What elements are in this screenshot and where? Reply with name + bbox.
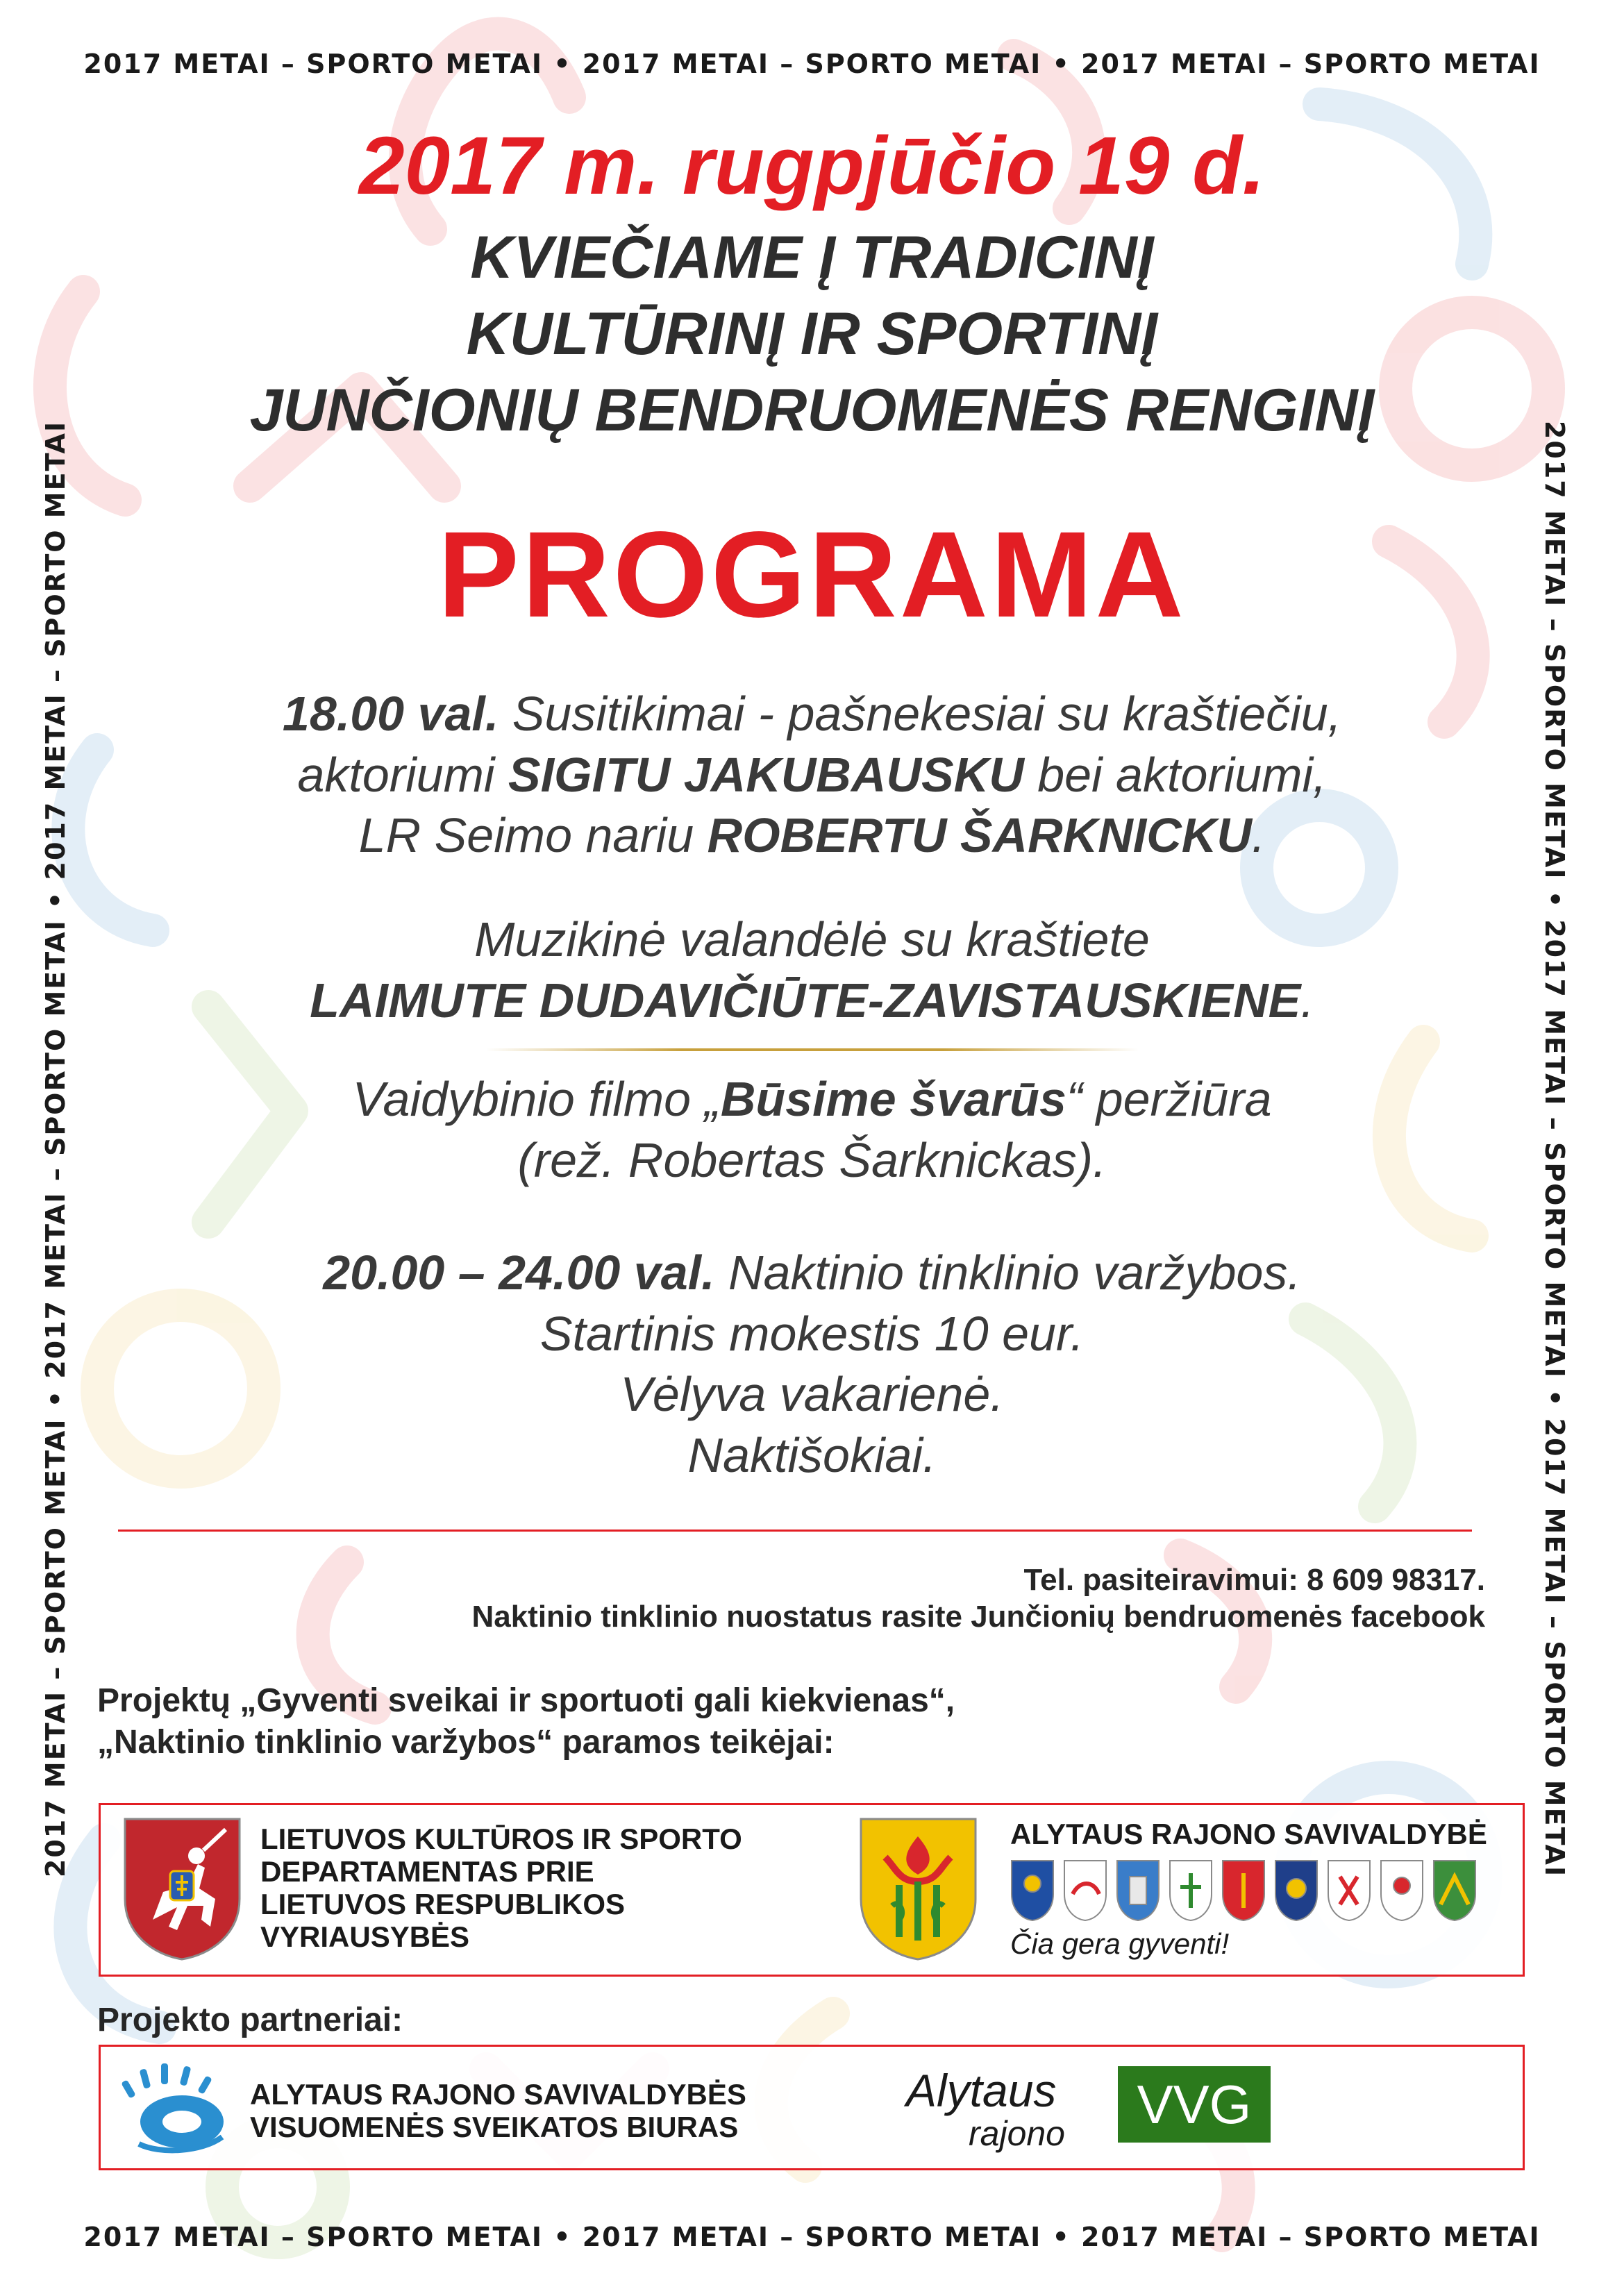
program-text: Naktinio tinklinio varžybos. xyxy=(714,1246,1301,1300)
org-line: VISUOMENĖS SVEIKATOS BIURAS xyxy=(250,2111,739,2144)
contact-info xyxy=(471,1562,1485,1636)
program-text: Vėlyva vakarienė. xyxy=(620,1367,1004,1421)
program-time-1: 18.00 val. xyxy=(282,687,499,741)
invite-line-1: KVIEČIAME Į TRADICINĮ xyxy=(470,224,1154,291)
program-text: Startinis mokestis 10 eur. xyxy=(539,1306,1085,1361)
guest-name-2: ROBERTU ŠARKNICKU xyxy=(707,808,1252,862)
program-text: bei aktoriumi, xyxy=(1023,747,1327,802)
org-line: ALYTAUS RAJONO SAVIVALDYBĖS xyxy=(250,2078,746,2111)
program-text: aktoriumi xyxy=(297,747,508,802)
divider xyxy=(118,1530,1472,1532)
border-left-text: 2017 METAI – SPORTO METAI • 2017 METAI – SPORTO METAI • 2017 METAI – SPORTO METAI xyxy=(40,420,71,1878)
program-text: Naktišokiai. xyxy=(687,1427,937,1482)
org-text-2: ALYTAUS RAJONO SAVIVALDYBĖ xyxy=(1010,1818,1487,1850)
program-text: Susitikimai - pašnekesiai su kraštiečiu, xyxy=(499,687,1342,741)
municipality-crests-icon xyxy=(1010,1859,1489,1922)
program-text: (rež. Robertas Šarknickas). xyxy=(517,1132,1107,1187)
film-title: Būsime švarūs xyxy=(720,1072,1066,1126)
partners-heading: Projekto partneriai: xyxy=(97,2002,403,2038)
support-line: „Naktinio tinklinio varžybos“ paramos teikėjai: xyxy=(97,1724,835,1761)
org-line: LIETUVOS RESPUBLIKOS xyxy=(260,1888,626,1921)
border-right-text: 2017 METAI – SPORTO METAI • 2017 METAI – SPORTO METAI • 2017 METAI – SPORTO METAI xyxy=(1539,420,1570,1878)
program-item-1 xyxy=(104,684,1520,866)
program-item-4 xyxy=(104,1243,1520,1486)
program-item-2 xyxy=(104,910,1520,1031)
invite-line-3: JUNČIONIŲ BENDRUOMENĖS RENGINĮ xyxy=(249,377,1375,444)
program-time-2: 20.00 – 24.00 val. xyxy=(323,1246,715,1300)
org-line: VYRIAUSYBĖS xyxy=(260,1920,470,1954)
vvg-logo: VVG xyxy=(1118,2066,1271,2143)
guest-name-1: SIGITU JAKUBAUSKU xyxy=(508,747,1024,802)
border-top-text: 2017 METAI – SPORTO METAI • 2017 METAI – SPORTO METAI • 2017 METAI – SPORTO METAI xyxy=(83,49,1541,79)
facebook-text: Naktinio tinklinio nuostatus rasite Junčionių bendruomenės facebook xyxy=(471,1599,1485,1634)
border-bottom-text: 2017 METAI – SPORTO METAI • 2017 METAI – SPORTO METAI • 2017 METAI – SPORTO METAI xyxy=(83,2222,1541,2252)
divider xyxy=(486,1048,1139,1051)
sponsors-box xyxy=(99,1803,1525,1977)
program-item-3 xyxy=(104,1069,1520,1191)
org-line: LIETUVOS KULTŪROS IR SPORTO xyxy=(260,1822,742,1855)
partners-box xyxy=(99,2045,1525,2170)
phone-text: Tel. pasiteiravimui: 8 609 98317. xyxy=(1023,1563,1485,1597)
alytus-district-coat-of-arms-icon xyxy=(857,1816,979,1961)
slogan: Čia gera gyventi! xyxy=(1010,1927,1230,1960)
org-line: DEPARTAMENTAS PRIE xyxy=(260,1855,594,1888)
program-text: Muzikinė valandėlė su kraštiete xyxy=(474,912,1150,966)
partner-org-text xyxy=(250,2078,746,2143)
program-text: LR Seimo nariu xyxy=(358,808,708,862)
rajono-logo-word: rajono xyxy=(969,2114,1065,2153)
page-title: PROGRAMA xyxy=(437,507,1187,643)
program-text: “ peržiūra xyxy=(1066,1072,1272,1126)
event-date: 2017 m. rugpjūčio 19 d. xyxy=(359,120,1265,212)
alytus-logo-word: Alytaus xyxy=(906,2065,1057,2116)
support-heading xyxy=(97,1680,955,1763)
guest-name-3: LAIMUTE DUDAVIČIŪTE-ZAVISTAUSKIENE xyxy=(310,973,1301,1028)
support-line: Projektų „Gyventi sveikai ir sportuoti gali kiekvienas“, xyxy=(97,1682,955,1719)
org-text-1 xyxy=(260,1822,742,1953)
program-text: . xyxy=(1251,808,1266,862)
program-text: Vaidybinio filmo „ xyxy=(352,1072,721,1126)
health-bureau-logo-icon xyxy=(118,2061,233,2154)
vytis-coat-of-arms-icon xyxy=(122,1816,243,1961)
invite-line-2: KULTŪRINĮ IR SPORTINĮ xyxy=(466,301,1158,367)
program-text: . xyxy=(1300,973,1314,1028)
